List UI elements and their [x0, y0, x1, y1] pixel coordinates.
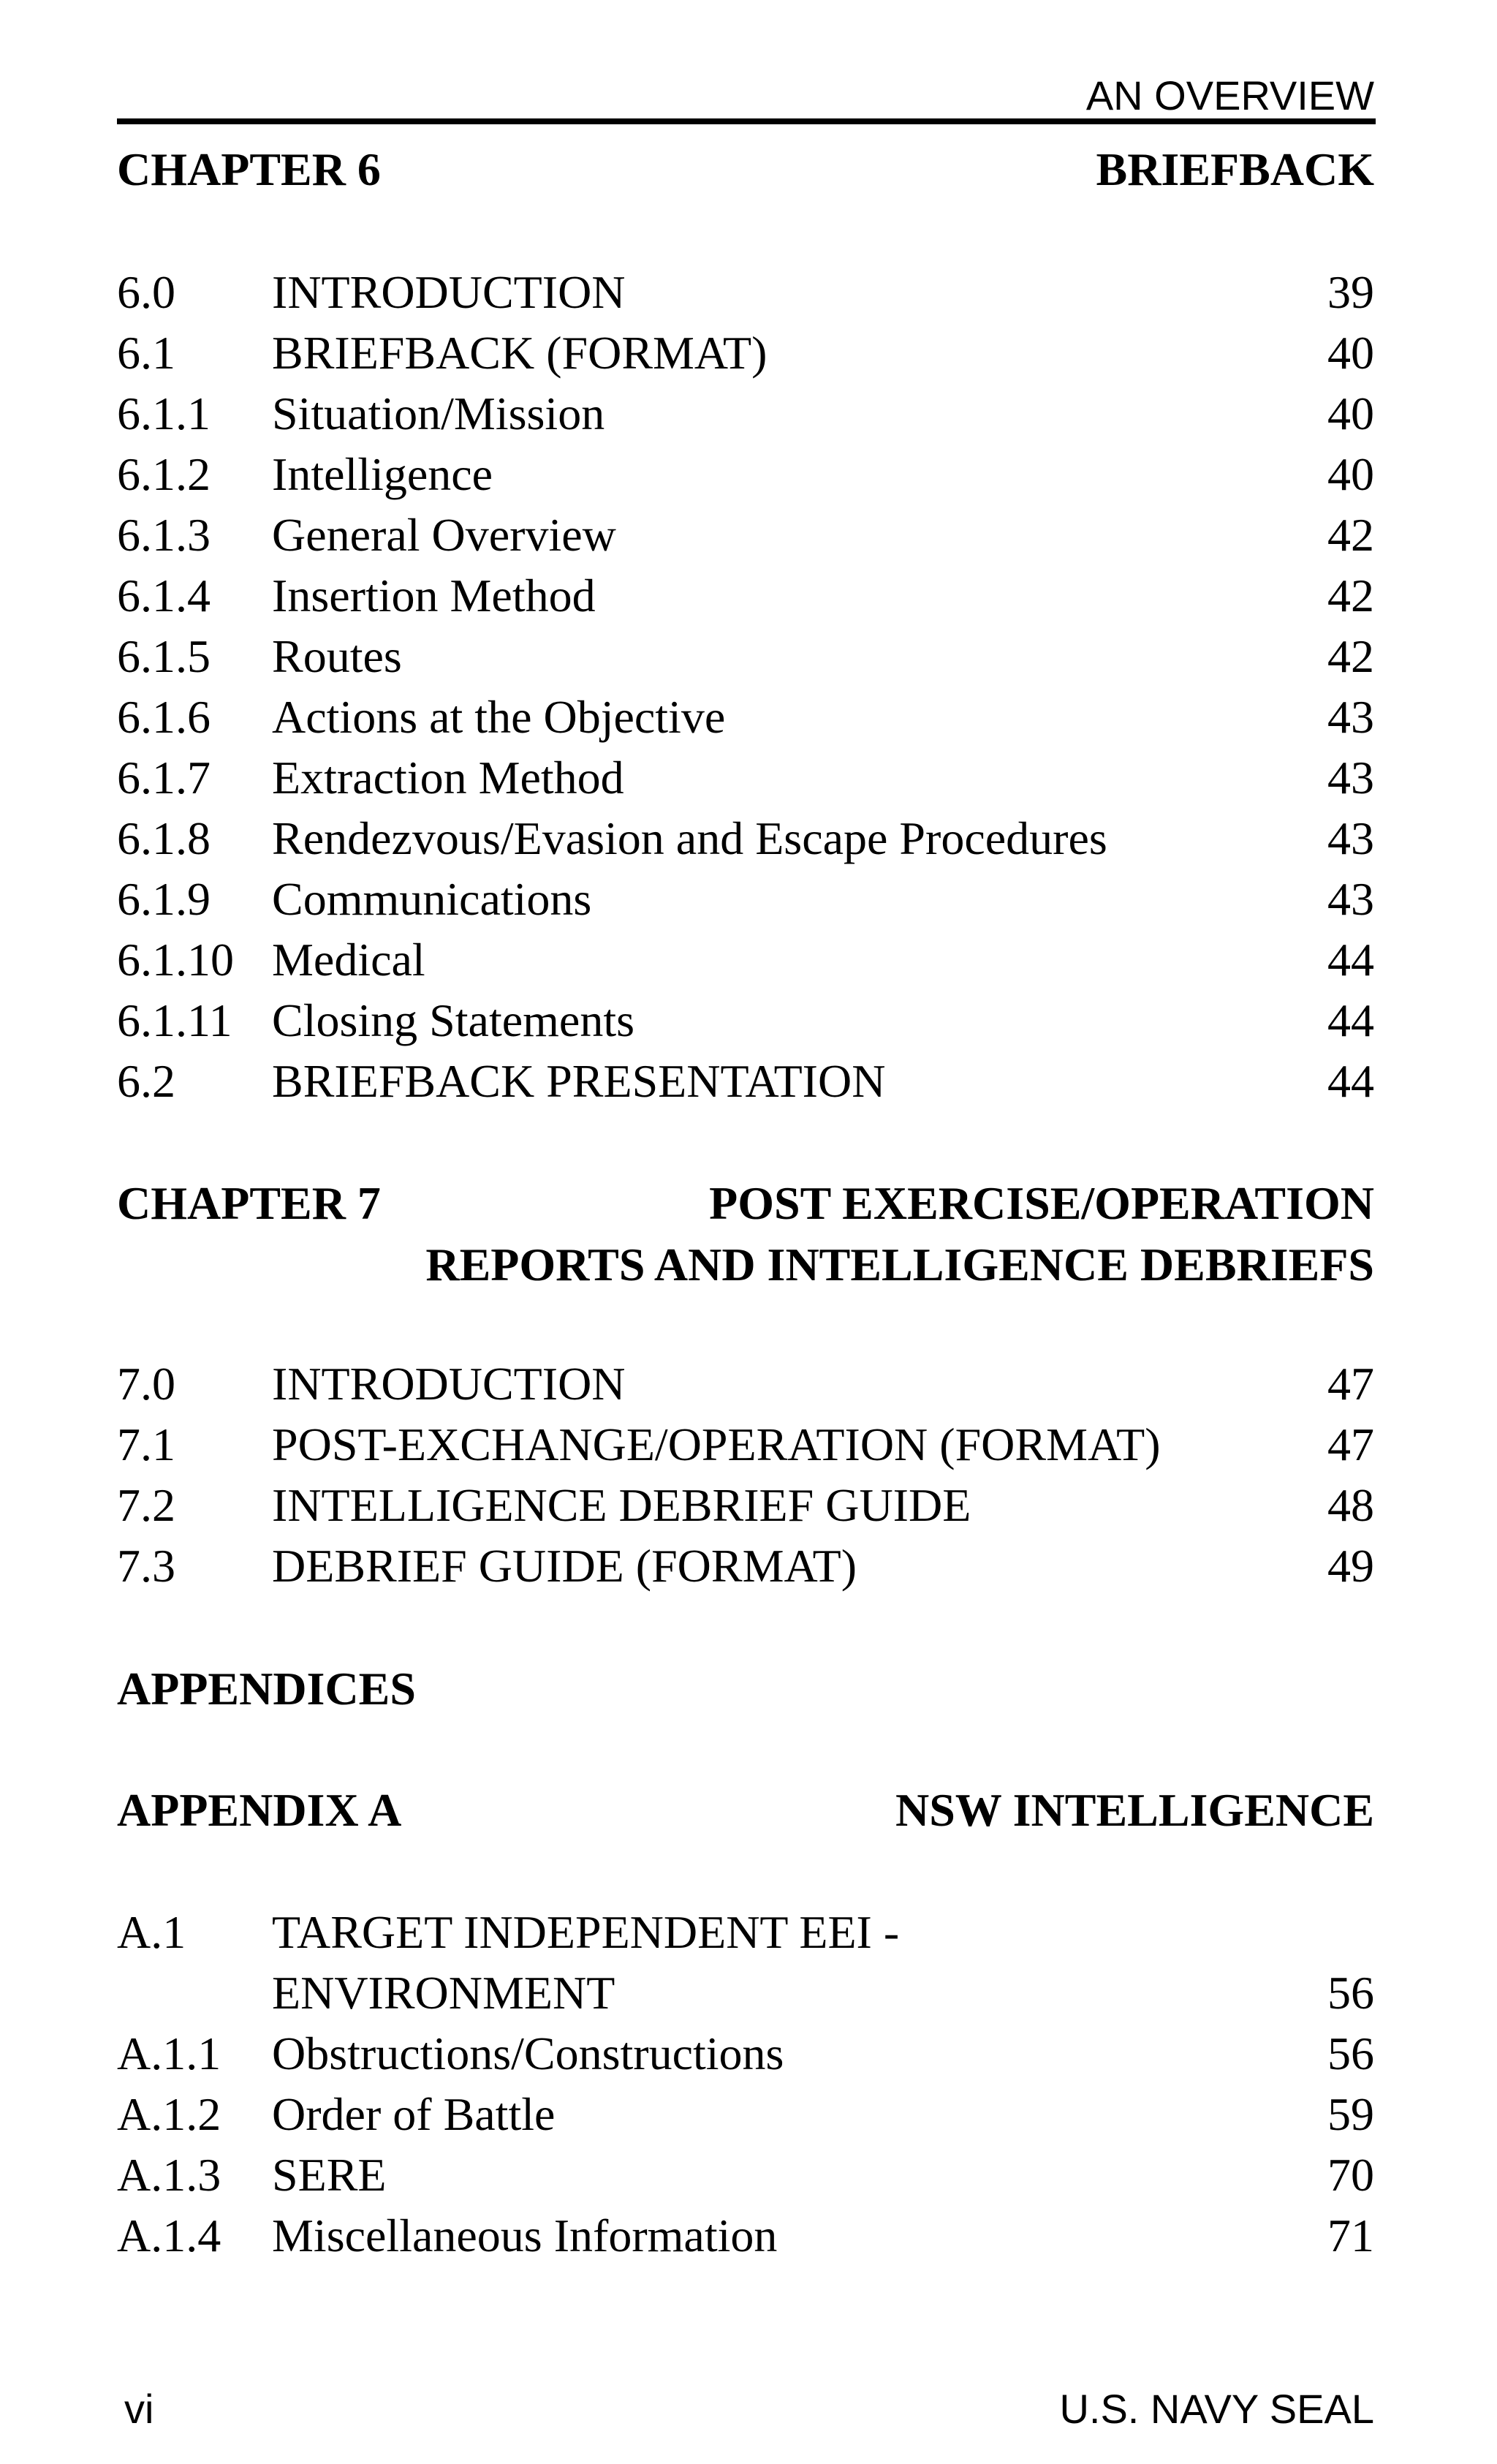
entry-page: 43 — [1327, 812, 1374, 864]
entry-title: INTELLIGENCE DEBRIEF GUIDE — [272, 1479, 971, 1531]
chapter-label: CHAPTER 7 — [117, 1177, 381, 1229]
entry-number: 6.1.5 — [117, 630, 211, 682]
entry-title: Situation/Mission — [272, 388, 605, 439]
entry-number: 6.1.9 — [117, 873, 211, 925]
entry-title: BRIEFBACK (FORMAT) — [272, 327, 768, 379]
entry-number: 7.0 — [117, 1358, 175, 1410]
entry-number: 6.1.4 — [117, 570, 211, 621]
entry-page: 43 — [1327, 752, 1374, 804]
running-head: AN OVERVIEW — [1085, 72, 1374, 118]
entry-page: 42 — [1327, 509, 1374, 561]
toc-entry[interactable] — [117, 383, 1374, 445]
appendix-label: APPENDIX A — [117, 1784, 402, 1836]
header-rule — [117, 118, 1376, 124]
entry-title: Rendezvous/Evasion and Escape Procedures — [272, 812, 1107, 864]
entry-title: Obstructions/Constructions — [272, 2027, 784, 2079]
entry-number: A.1.1 — [117, 2027, 221, 2079]
entry-number: 7.1 — [117, 1418, 175, 1470]
toc-entry[interactable] — [117, 1535, 1374, 1597]
toc-entry[interactable] — [117, 747, 1374, 809]
toc-entry[interactable] — [117, 929, 1374, 991]
entry-page: 40 — [1327, 448, 1374, 500]
entry-title: Extraction Method — [272, 752, 624, 804]
entry-number: A.1.2 — [117, 2088, 221, 2140]
entry-page: 47 — [1327, 1418, 1374, 1470]
entry-number: 7.2 — [117, 1479, 175, 1531]
appendices-heading: APPENDICES — [117, 1663, 416, 1715]
entry-page: 42 — [1327, 630, 1374, 682]
chapter-title-line-2: REPORTS AND INTELLIGENCE DEBRIEFS — [425, 1239, 1374, 1290]
toc-entry[interactable] — [117, 808, 1374, 869]
entry-title: Miscellaneous Information — [272, 2210, 778, 2261]
entry-number: A.1 — [117, 1906, 186, 1958]
entry-number: 6.1.7 — [117, 752, 211, 804]
entry-number: 6.1.6 — [117, 691, 211, 743]
entry-title: DEBRIEF GUIDE (FORMAT) — [272, 1540, 857, 1592]
toc-entry[interactable] — [117, 2144, 1374, 2206]
entry-number: 6.1.1 — [117, 388, 211, 439]
chapter-title: BRIEFBACK — [1096, 143, 1374, 195]
entry-page: 59 — [1327, 2088, 1374, 2140]
toc-entry[interactable] — [117, 869, 1374, 930]
entry-title: Insertion Method — [272, 570, 596, 621]
entry-page: 43 — [1327, 691, 1374, 743]
toc-entry[interactable] — [117, 1414, 1374, 1475]
entry-title: INTRODUCTION — [272, 1358, 626, 1410]
entry-page: 56 — [1327, 2027, 1374, 2079]
entry-number: 7.3 — [117, 1540, 175, 1592]
toc-entry[interactable] — [117, 990, 1374, 1051]
entry-number: 6.1.10 — [117, 934, 234, 986]
entry-title: POST-EXCHANGE/OPERATION (FORMAT) — [272, 1418, 1161, 1470]
entry-title: ENVIRONMENT — [272, 1967, 615, 2019]
entry-page: 44 — [1327, 994, 1374, 1046]
toc-entry-continuation[interactable] — [117, 1962, 1374, 2024]
entry-page: 39 — [1327, 266, 1374, 318]
footer-page-number: vi — [124, 2386, 154, 2432]
toc-entry[interactable] — [117, 2023, 1374, 2085]
entry-number: A.1.4 — [117, 2210, 221, 2261]
entry-page: 44 — [1327, 934, 1374, 986]
entry-title: Actions at the Objective — [272, 691, 726, 743]
toc-entry[interactable] — [117, 2205, 1374, 2267]
entry-title: Communications — [272, 873, 592, 925]
toc-entry[interactable] — [117, 1902, 1374, 1963]
chapter-label: CHAPTER 6 — [117, 143, 381, 195]
appendix-title: NSW INTELLIGENCE — [895, 1784, 1374, 1836]
entry-title: Closing Statements — [272, 994, 634, 1046]
entry-number: 6.1.3 — [117, 509, 211, 561]
toc-entry[interactable] — [117, 1475, 1374, 1536]
entry-number: A.1.3 — [117, 2149, 221, 2201]
entry-title: BRIEFBACK PRESENTATION — [272, 1055, 886, 1107]
entry-page: 44 — [1327, 1055, 1374, 1107]
toc-entry[interactable] — [117, 1353, 1374, 1415]
toc-entry[interactable] — [117, 565, 1374, 627]
entry-title: Order of Battle — [272, 2088, 556, 2140]
toc-entry[interactable] — [117, 2084, 1374, 2145]
toc-entry[interactable] — [117, 1051, 1374, 1112]
entry-page: 48 — [1327, 1479, 1374, 1531]
appendix-a-heading — [117, 1780, 1374, 1841]
toc-entry[interactable] — [117, 444, 1374, 505]
entry-page: 40 — [1327, 327, 1374, 379]
toc-entry[interactable] — [117, 322, 1374, 384]
entry-number: 6.1 — [117, 327, 175, 379]
entry-title: INTRODUCTION — [272, 266, 626, 318]
entry-number: 6.1.11 — [117, 994, 232, 1046]
entry-page: 40 — [1327, 388, 1374, 439]
chapter-title-line-1: POST EXERCISE/OPERATION — [709, 1177, 1374, 1229]
entry-title: TARGET INDEPENDENT EEI - — [272, 1906, 900, 1958]
entry-title: Routes — [272, 630, 402, 682]
entry-page: 47 — [1327, 1358, 1374, 1410]
entry-page: 43 — [1327, 873, 1374, 925]
toc-entry[interactable] — [117, 626, 1374, 687]
entry-number: 6.1.2 — [117, 448, 211, 500]
entry-title: SERE — [272, 2149, 387, 2201]
entry-number: 6.0 — [117, 266, 175, 318]
toc-entry[interactable] — [117, 504, 1374, 566]
entry-title: Intelligence — [272, 448, 493, 500]
entry-page: 42 — [1327, 570, 1374, 621]
toc-entry[interactable] — [117, 262, 1374, 323]
entry-page: 71 — [1327, 2210, 1374, 2261]
toc-entry[interactable] — [117, 687, 1374, 748]
entry-page: 49 — [1327, 1540, 1374, 1592]
footer-book-title: U.S. NAVY SEAL — [1059, 2386, 1374, 2432]
entry-title: General Overview — [272, 509, 616, 561]
entry-number: 6.1.8 — [117, 812, 211, 864]
entry-number: 6.2 — [117, 1055, 175, 1107]
chapter-7-heading — [117, 1173, 1374, 1296]
chapter-6-heading — [117, 139, 1374, 200]
entry-title: Medical — [272, 934, 425, 986]
entry-page: 56 — [1327, 1967, 1374, 2019]
entry-page: 70 — [1327, 2149, 1374, 2201]
